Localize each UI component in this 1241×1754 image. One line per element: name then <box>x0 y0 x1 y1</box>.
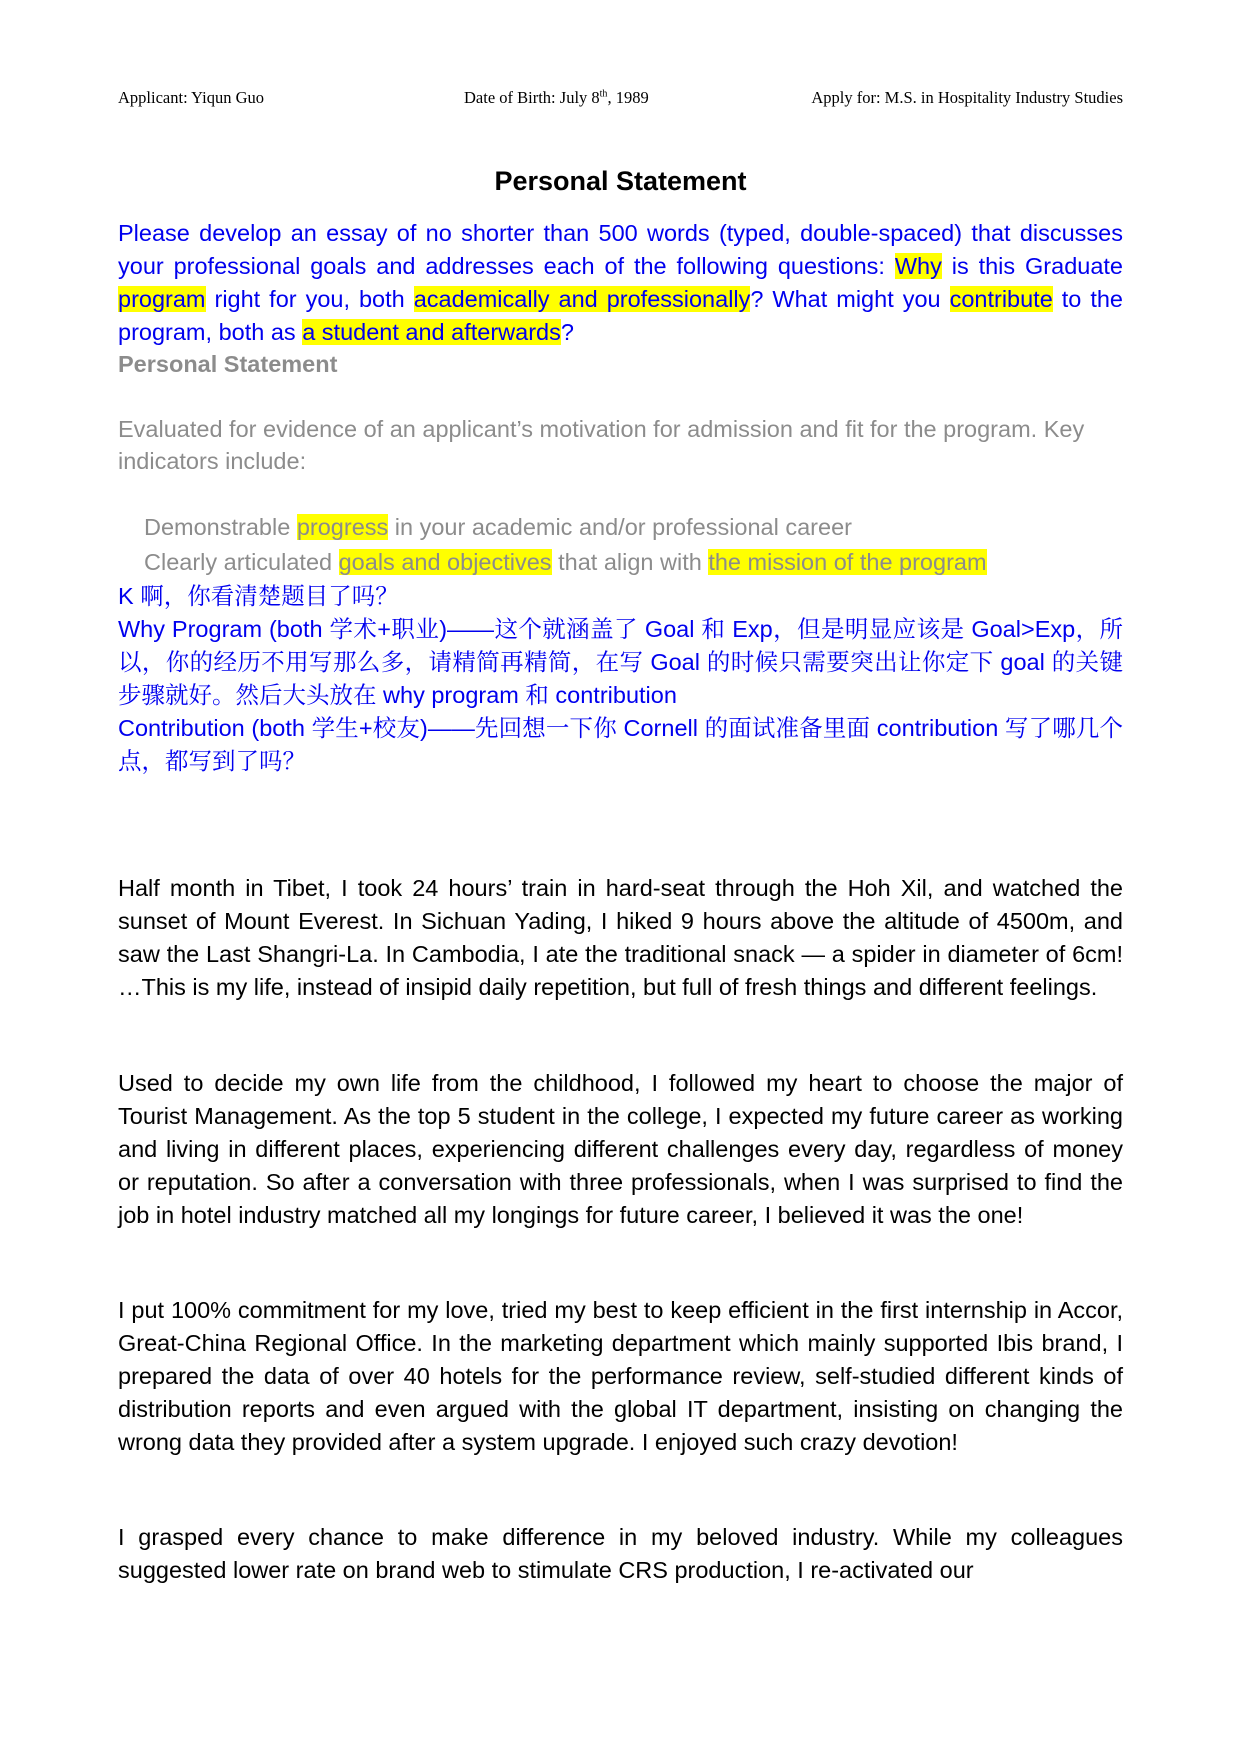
prompt-highlight: Why <box>894 253 942 279</box>
prompt-text: ? What might you <box>750 286 950 312</box>
dob-superscript: th <box>599 88 608 100</box>
evaluation-criteria: Evaluated for evidence of an applicant’s motivation for admission and fit for the program. Key indicators include: <box>118 416 1085 474</box>
prompt-highlight: program <box>118 286 206 312</box>
prompt-text: to the program, both as <box>118 286 1124 345</box>
prompt-highlight: academically and professionally <box>413 286 751 312</box>
note-contribution: Contribution (both 学生+校友)——先回想一下你 Cornell 的面试准备里面 contribution 写了哪几个点，都写到了吗？ <box>118 715 1123 774</box>
essay-paragraph: I grasped every chance to make difference in my beloved industry. While my colleagues suggested lower rate on brand web to stimulate CRS production, I re-activated our <box>118 1524 1123 1583</box>
date-of-birth <box>464 88 649 108</box>
indicator-text: that align with <box>551 549 709 575</box>
page-header <box>118 88 1123 110</box>
indicator-text: Demonstrable <box>144 514 297 540</box>
prompt-text: Please develop an essay of no shorter than 500 words (typed, double-spaced) that discusses your professional goals and addresses each of the following questions: <box>118 220 1123 279</box>
prompt-highlight: contribute <box>949 286 1053 312</box>
prompt-highlight: a student and afterwards <box>302 319 561 345</box>
indicator-highlight: progress <box>296 514 389 540</box>
indicator-item <box>144 545 1144 580</box>
dob-suffix: , 1989 <box>607 88 649 107</box>
indicator-text: Clearly articulated <box>144 549 339 575</box>
indicator-item <box>144 510 1144 545</box>
prompt-text: is this Graduate <box>941 253 1124 279</box>
indicator-highlight: goals and objectives <box>338 549 552 575</box>
indicator-highlight: the mission of the program <box>708 549 987 575</box>
essay-paragraph: I put 100% commitment for my love, tried my best to keep efficient in the first internship in Accor, Great-China Regional Office. In the marketing department which mainly supported Ibis brand, I prepared the data of over 40 hotels for the performance review, self-studied different kinds of distribution reports and even argued with the global IT department, insisting on changing the wrong data they provided after a system upgrade. I enjoyed such crazy devotion! <box>118 1297 1123 1455</box>
essay-paragraph: Used to decide my own life from the childhood, I followed my heart to choose the major of Tourist Management. As the top 5 student in the college, I expected my future career as working and living in different places, experiencing different challenges every day, regardless of money or reputation. So after a conversation with three professionals, when I was surprised to find the job in hotel industry matched all my longings for future career, I believed it was the one! <box>118 1070 1123 1228</box>
indicator-text: in your academic and/or professional career <box>388 514 852 540</box>
applicant-name: Applicant: Yiqun Guo <box>118 88 265 107</box>
note-why-program: Why Program (both 学术+职业)——这个就涵盖了 Goal 和 Exp，但是明显应该是 Goal>Exp，所以，你的经历不用写那么多，请精简再精简，在写 Goal 的时候只需要突出让你定下 goal 的关键步骤就好。然后大头放在 why program 和 contribution <box>118 616 1123 708</box>
note-line: K 啊，你看清楚题目了吗？ <box>118 583 399 609</box>
essay-paragraph: Half month in Tibet, I took 24 hours’ train in hard-seat through the Hoh Xil, and watched the sunset of Mount Everest. In Sichuan Yading, I hiked 9 hours above the altitude of 4500m, and saw the Last Shangri-La. In Cambodia, I ate the traditional snack — a spider in diameter of 6cm! …This is my life, instead of insipid daily repetition, but full of fresh things and different feelings. <box>118 875 1123 1000</box>
essay-prompt <box>118 217 1123 349</box>
prompt-text: right for you, both <box>205 286 414 312</box>
prompt-text: ? <box>560 319 574 345</box>
apply-for: Apply for: M.S. in Hospitality Industry Studies <box>811 88 1123 107</box>
page-title: Personal Statement <box>494 166 747 196</box>
personal-statement-heading: Personal Statement <box>118 351 338 377</box>
dob-prefix: Date of Birth: July 8 <box>464 88 600 107</box>
advisor-notes <box>118 580 1123 778</box>
key-indicators-list <box>144 510 1144 580</box>
